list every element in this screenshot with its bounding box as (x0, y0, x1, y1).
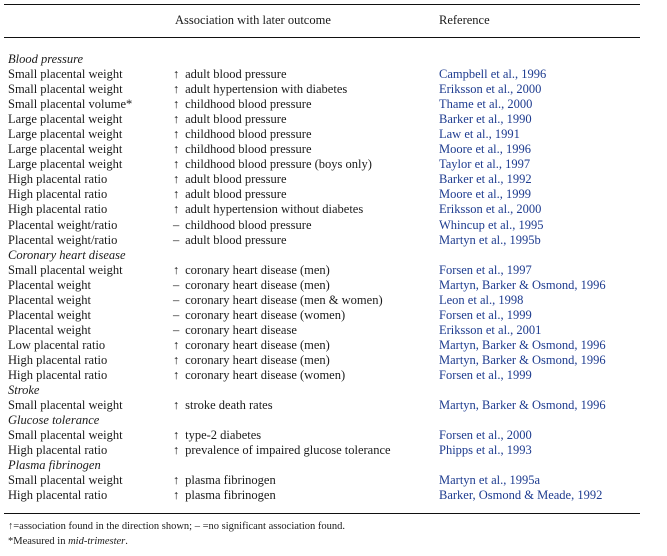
association-cell (173, 428, 261, 443)
up-arrow-icon: ↑ (173, 262, 180, 277)
reference-link[interactable]: Law et al., 1991 (439, 127, 520, 142)
outcome-text: childhood blood pressure (boys only) (185, 157, 372, 172)
table-row (0, 308, 667, 323)
up-arrow-icon: ↑ (173, 473, 180, 488)
placental-measure: High placental ratio (8, 172, 108, 187)
placental-measure: High placental ratio (8, 202, 108, 217)
association-cell (173, 142, 312, 157)
placental-measure: Large placental weight (8, 112, 123, 127)
table-row (0, 82, 667, 97)
placental-measure: High placental ratio (8, 488, 108, 503)
placental-measure: Placental weight (8, 322, 91, 337)
table-row (0, 323, 667, 338)
placental-measure: Placental weight (8, 277, 91, 292)
reference-link[interactable]: Barker, Osmond & Meade, 1992 (439, 488, 603, 503)
reference-link[interactable]: Leon et al., 1998 (439, 292, 524, 307)
section-heading: Stroke (8, 383, 40, 398)
table-row (0, 233, 667, 248)
table-row (0, 398, 667, 413)
bottom-rule (4, 513, 640, 514)
table-row (0, 202, 667, 217)
dash-icon: – (173, 232, 180, 247)
footnote-measured-prefix: *Measured in (8, 536, 69, 547)
association-cell (173, 97, 312, 112)
placental-measure: Small placental weight (8, 82, 123, 97)
table-row (0, 368, 667, 383)
outcome-text: coronary heart disease (men) (185, 352, 330, 367)
reference-link[interactable]: Martyn et al., 1995b (439, 232, 541, 247)
association-cell (173, 112, 287, 127)
up-arrow-icon: ↑ (173, 428, 180, 443)
footnote-measured (8, 535, 128, 548)
reference-link[interactable]: Forsen et al., 1997 (439, 262, 532, 277)
table-row (0, 97, 667, 112)
association-cell (173, 67, 287, 82)
association-cell (173, 127, 312, 142)
section-heading: Blood pressure (8, 52, 84, 66)
association-cell (173, 233, 287, 248)
up-arrow-icon: ↑ (173, 367, 180, 382)
outcome-text: childhood blood pressure (185, 142, 312, 157)
outcome-text: coronary heart disease (men & women) (185, 292, 383, 307)
association-cell (173, 172, 287, 187)
outcome-text: childhood blood pressure (185, 97, 312, 112)
section-heading-row (0, 458, 667, 473)
association-cell (173, 278, 330, 293)
association-cell (173, 443, 391, 458)
outcome-text: coronary heart disease (men) (185, 262, 330, 277)
reference-link[interactable]: Moore et al., 1999 (439, 187, 531, 202)
reference-link[interactable]: Martyn, Barker & Osmond, 1996 (439, 337, 606, 352)
section-heading-row (0, 52, 667, 67)
association-cell (173, 218, 312, 233)
up-arrow-icon: ↑ (173, 67, 180, 82)
outcome-text: adult blood pressure (185, 67, 287, 82)
reference-link[interactable]: Campbell et al., 1996 (439, 67, 547, 82)
association-cell (173, 353, 330, 368)
up-arrow-icon: ↑ (173, 352, 180, 367)
association-cell (173, 323, 297, 338)
reference-link[interactable]: Martyn, Barker & Osmond, 1996 (439, 277, 606, 292)
up-arrow-icon: ↑ (173, 157, 180, 172)
footnote-measured-term: mid-trimester (68, 536, 126, 547)
reference-link[interactable]: Martyn et al., 1995a (439, 473, 541, 488)
table-row (0, 67, 667, 82)
top-rule (4, 4, 640, 5)
placental-measure: Small placental weight (8, 262, 123, 277)
outcome-text: adult blood pressure (185, 172, 287, 187)
outcome-text: coronary heart disease (men) (185, 277, 330, 292)
reference-link[interactable]: Forsen et al., 1999 (439, 307, 532, 322)
outcome-text: type-2 diabetes (185, 428, 262, 443)
reference-link[interactable]: Taylor et al., 1997 (439, 157, 531, 172)
placental-measure: Small placental weight (8, 398, 123, 413)
reference-link[interactable]: Moore et al., 1996 (439, 142, 531, 157)
table-row (0, 157, 667, 172)
outcome-text: coronary heart disease (women) (185, 307, 346, 322)
table-body (0, 52, 667, 503)
dash-icon: – (173, 292, 180, 307)
reference-link[interactable]: Whincup et al., 1995 (439, 217, 544, 232)
table-row (0, 353, 667, 368)
association-cell (173, 338, 330, 353)
table-row (0, 218, 667, 233)
outcome-text: plasma fibrinogen (185, 488, 276, 503)
placental-measure: Placental weight (8, 307, 91, 322)
association-cell (173, 82, 347, 97)
placental-measure: Large placental weight (8, 127, 123, 142)
placental-measure: Small placental weight (8, 428, 123, 443)
placental-measure: High placental ratio (8, 352, 108, 367)
dash-icon: – (173, 322, 180, 337)
outcome-text: prevalence of impaired glucose tolerance (185, 443, 391, 458)
placental-measure: Large placental weight (8, 142, 123, 157)
table-row (0, 127, 667, 142)
outcome-text: childhood blood pressure (185, 127, 312, 142)
reference-link[interactable]: Forsen et al., 1999 (439, 367, 532, 382)
placental-measure: Placental weight/ratio (8, 232, 118, 247)
up-arrow-icon: ↑ (173, 202, 180, 217)
table-row (0, 293, 667, 308)
reference-link[interactable]: Martyn, Barker & Osmond, 1996 (439, 398, 606, 413)
association-cell (173, 398, 273, 413)
placental-measure: High placental ratio (8, 443, 108, 458)
association-cell (173, 202, 363, 217)
header-association: Association with later outcome (175, 13, 331, 27)
header-reference: Reference (439, 13, 490, 27)
reference-link[interactable]: Eriksson et al., 2000 (439, 82, 542, 97)
up-arrow-icon: ↑ (173, 398, 180, 413)
outcome-text: coronary heart disease (women) (185, 367, 346, 382)
dash-icon: – (173, 217, 180, 232)
up-arrow-icon: ↑ (173, 172, 180, 187)
reference-link[interactable]: Martyn, Barker & Osmond, 1996 (439, 352, 606, 367)
table-row (0, 263, 667, 278)
association-cell (173, 187, 287, 202)
association-cell (173, 368, 345, 383)
outcome-text: adult hypertension without diabetes (185, 202, 364, 217)
up-arrow-icon: ↑ (173, 337, 180, 352)
table-row (0, 112, 667, 127)
outcome-text: stroke death rates (185, 398, 273, 413)
table-row (0, 473, 667, 488)
table-row (0, 142, 667, 157)
outcome-text: adult blood pressure (185, 112, 287, 127)
association-cell (173, 308, 345, 323)
association-cell (173, 473, 276, 488)
association-cell (173, 263, 330, 278)
table-row (0, 187, 667, 202)
outcome-text: coronary heart disease (185, 322, 297, 337)
placental-measure: Large placental weight (8, 157, 123, 172)
up-arrow-icon: ↑ (173, 112, 180, 127)
table-row (0, 172, 667, 187)
section-heading: Glucose tolerance (8, 413, 100, 428)
table-row (0, 428, 667, 443)
association-cell (173, 488, 276, 503)
section-heading-row (0, 413, 667, 428)
table-row (0, 338, 667, 353)
section-heading-row (0, 248, 667, 263)
placental-measure: High placental ratio (8, 187, 108, 202)
dash-icon: – (173, 307, 180, 322)
outcome-text: adult blood pressure (185, 187, 287, 202)
reference-link[interactable]: Eriksson et al., 2001 (439, 322, 542, 337)
up-arrow-icon: ↑ (173, 488, 180, 503)
placental-measure: Small placental weight (8, 67, 123, 82)
footnote-legend: ↑=association found in the direction shown; – =no significant association found. (8, 521, 345, 532)
reference-link[interactable]: Forsen et al., 2000 (439, 428, 532, 443)
outcome-text: plasma fibrinogen (185, 473, 276, 488)
outcome-text: coronary heart disease (men) (185, 337, 330, 352)
up-arrow-icon: ↑ (173, 97, 180, 112)
placental-measure: Small placental weight (8, 473, 123, 488)
header-rule (4, 37, 640, 38)
reference-link[interactable]: Phipps et al., 1993 (439, 443, 532, 458)
outcome-text: adult hypertension with diabetes (185, 82, 348, 97)
table-row (0, 443, 667, 458)
up-arrow-icon: ↑ (173, 82, 180, 97)
up-arrow-icon: ↑ (173, 142, 180, 157)
association-cell (173, 293, 383, 308)
dash-icon: – (173, 277, 180, 292)
reference-link[interactable]: Eriksson et al., 2000 (439, 202, 542, 217)
section-heading: Plasma fibrinogen (8, 458, 101, 473)
table-row (0, 278, 667, 293)
placental-measure: Placental weight (8, 292, 91, 307)
reference-link[interactable]: Thame et al., 2000 (439, 97, 533, 112)
outcome-text: childhood blood pressure (185, 217, 312, 232)
up-arrow-icon: ↑ (173, 187, 180, 202)
placental-measure: Small placental volume* (8, 97, 133, 112)
placental-measure: High placental ratio (8, 367, 108, 382)
association-cell (173, 157, 372, 172)
up-arrow-icon: ↑ (173, 443, 180, 458)
reference-link[interactable]: Barker et al., 1990 (439, 112, 532, 127)
footnote-measured-suffix: . (125, 536, 128, 547)
section-heading-row (0, 383, 667, 398)
reference-link[interactable]: Barker et al., 1992 (439, 172, 532, 187)
placental-measure: Placental weight/ratio (8, 217, 118, 232)
outcome-text: adult blood pressure (185, 232, 287, 247)
up-arrow-icon: ↑ (173, 127, 180, 142)
placental-measure: Low placental ratio (8, 337, 106, 352)
section-heading: Coronary heart disease (8, 247, 126, 262)
table-row (0, 488, 667, 503)
